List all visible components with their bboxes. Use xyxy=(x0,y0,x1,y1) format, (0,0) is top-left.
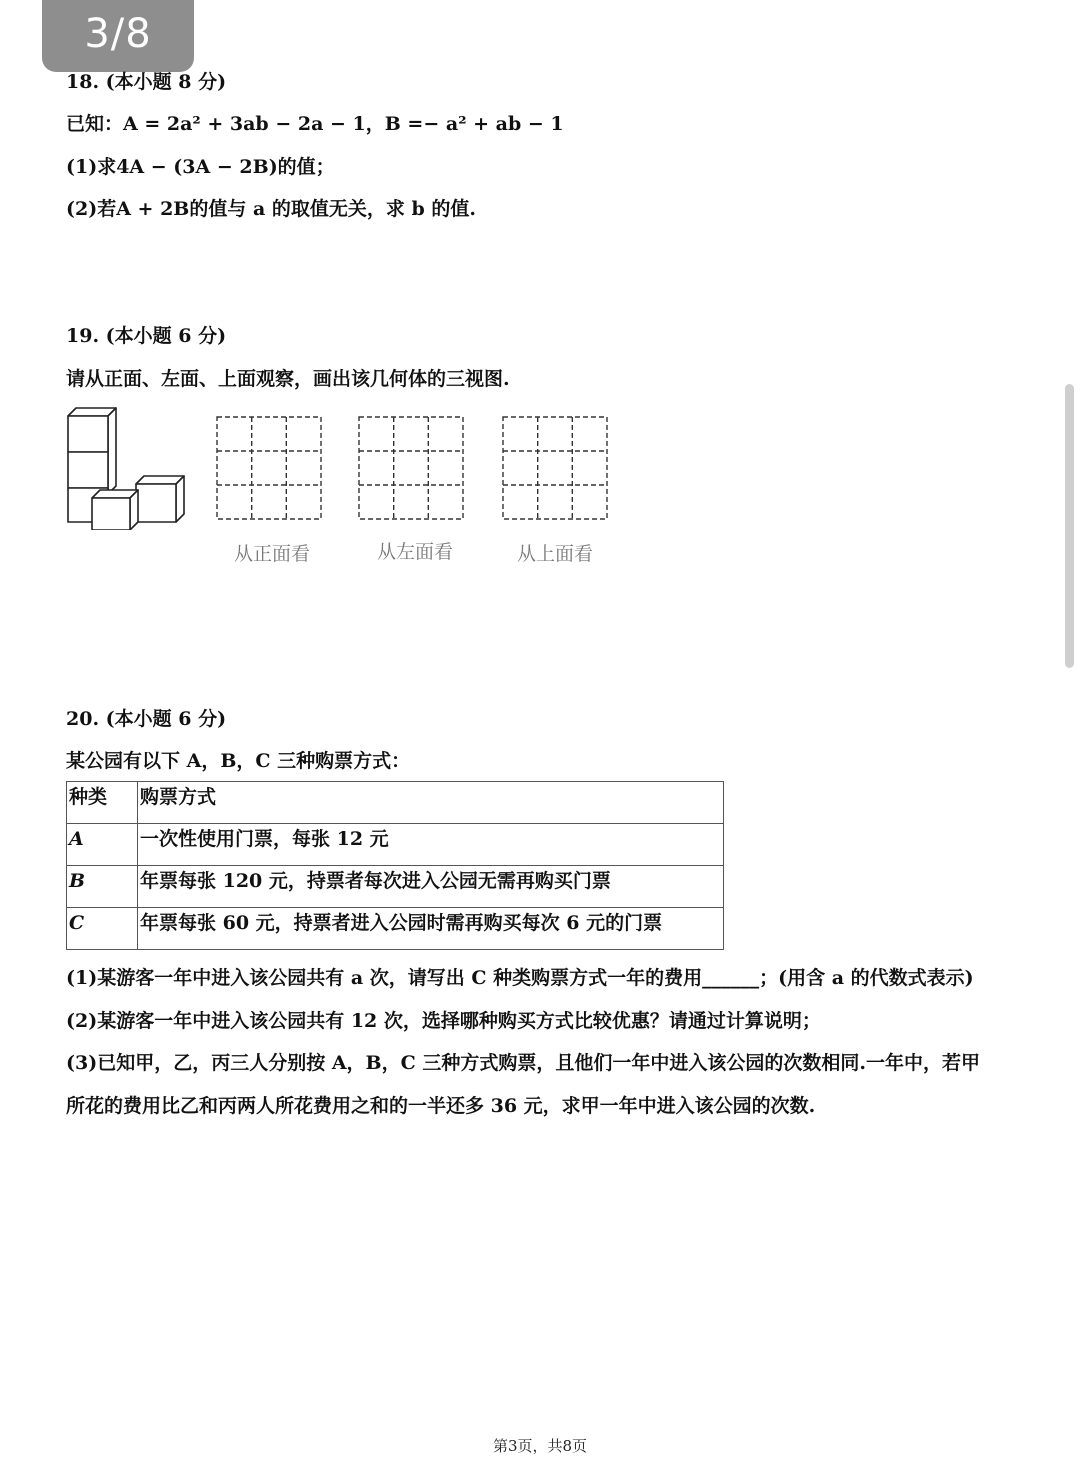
q18-given: 已知：A = 2a² + 3ab − 2a − 1，B =− a² + ab − 1 xyxy=(66,113,564,135)
caption-top-view: 从上面看 xyxy=(517,543,594,565)
q20-part2: (2)某游客一年中进入该公园共有 12 次，选择哪种购买方式比较优惠？请通过计算说明； xyxy=(66,1010,821,1032)
table-cell-type: B xyxy=(67,866,138,908)
front-view-grid[interactable] xyxy=(216,416,324,522)
caption-left-view: 从左面看 xyxy=(377,541,454,563)
table-cell-method: 一次性使用门票，每张 12 元 xyxy=(138,824,724,866)
table-header-method: 购票方式 xyxy=(138,782,724,824)
q20-intro: 某公园有以下 A，B，C 三种购票方式： xyxy=(66,750,411,772)
caption-front-view: 从正面看 xyxy=(234,543,311,565)
scrollbar-thumb[interactable] xyxy=(1065,384,1074,668)
page-indicator-badge: 3/8 xyxy=(42,0,194,72)
q20-part3-line2: 所花的费用比乙和丙两人所花费用之和的一半还多 36 元，求甲一年中进入该公园的次数. xyxy=(66,1095,816,1117)
q19-header: 19. (本小题 6 分) xyxy=(66,325,227,347)
q20-part1: (1)某游客一年中进入该公园共有 a 次，请写出 C 种类购票方式一年的费用______；(用含 a 的代数式表示) xyxy=(66,967,974,989)
table-header-type: 种类 xyxy=(67,782,138,824)
table-cell-method: 年票每张 120 元，持票者每次进入公园无需再购买门票 xyxy=(138,866,724,908)
q20-header: 20. (本小题 6 分) xyxy=(66,708,227,730)
left-view-grid[interactable] xyxy=(358,416,466,522)
table-cell-type: C xyxy=(67,908,138,950)
q18-part2: (2)若A + 2B的值与 a 的取值无关，求 b 的值. xyxy=(66,198,477,220)
table-row xyxy=(67,866,724,908)
table-row xyxy=(67,908,724,950)
ticket-options-table xyxy=(66,781,724,950)
table-row xyxy=(67,824,724,866)
cube-solid-figure xyxy=(62,402,190,530)
table-cell-method: 年票每张 60 元，持票者进入公园时需再购买每次 6 元的门票 xyxy=(138,908,724,950)
q18-part1: (1)求4A − (3A − 2B)的值； xyxy=(66,156,335,178)
page-footer: 第3页，共8页 xyxy=(492,1437,588,1455)
q19-prompt: 请从正面、左面、上面观察，画出该几何体的三视图. xyxy=(66,368,510,390)
top-view-grid[interactable] xyxy=(502,416,610,522)
table-cell-type: A xyxy=(67,824,138,866)
table-header-row xyxy=(67,782,724,824)
q18-header: 18. (本小题 8 分) xyxy=(66,71,227,93)
q20-part3-line1: (3)已知甲，乙，丙三人分别按 A，B，C 三种方式购票，且他们一年中进入该公园的次数相同.一年中，若甲 xyxy=(66,1052,980,1074)
